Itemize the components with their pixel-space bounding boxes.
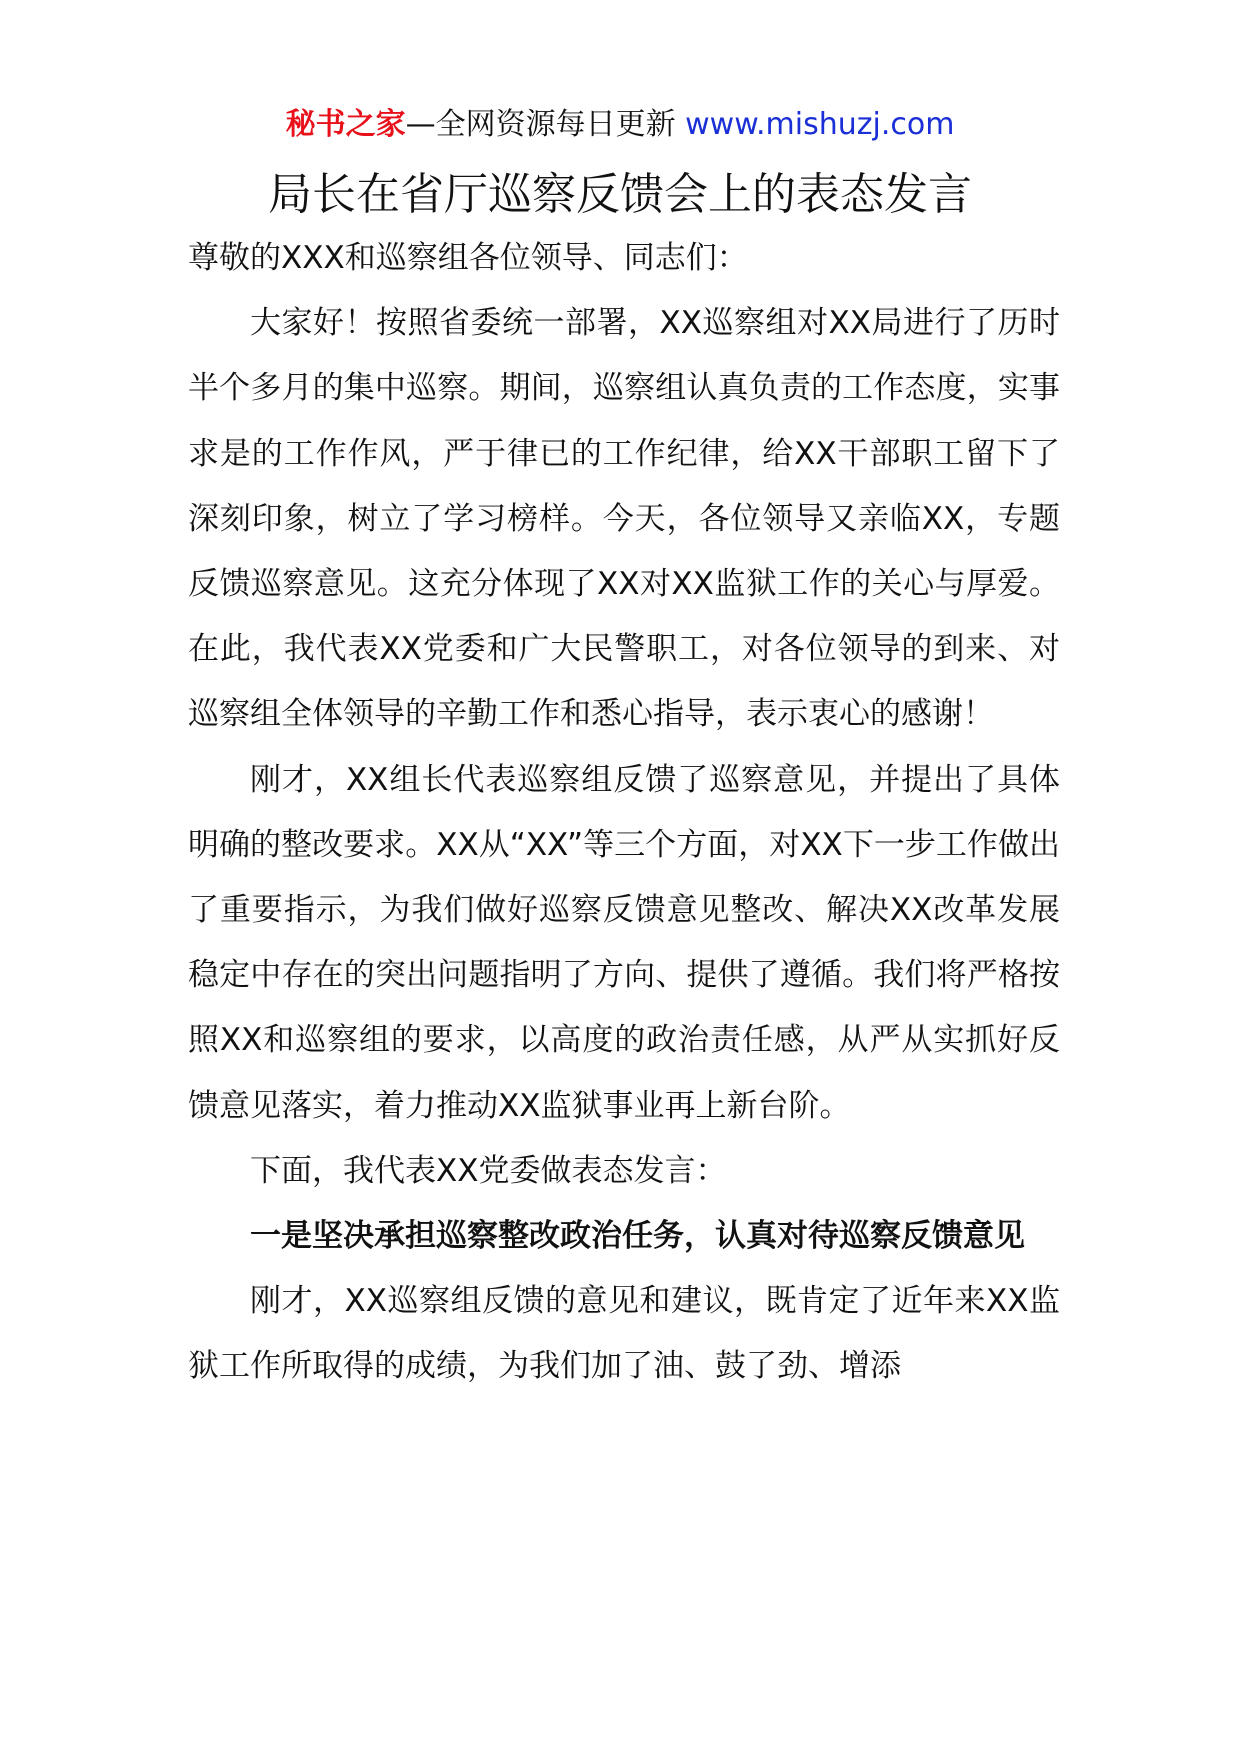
site-header [0, 100, 1240, 150]
document-body [188, 226, 1060, 1400]
body-paragraph: 下面，我代表XX党委做表态发言： [250, 1152, 727, 1189]
salutation: 尊敬的XXX和巡察组各位领导、同志们： [188, 240, 748, 276]
document-title: 局长在省厅巡察反馈会上的表态发言 [268, 169, 972, 220]
body-paragraph: 大家好！按照省委统一部署，XX巡察组对XX局进行了历时半个多月的集中巡察。期间，巡察组认真负责的工作态度，实事求是的工作作风，严于律已的工作纪律，给XX干部职工留下了深刻印象，树立了学习榜样。今天，各位领导又亲临XX，专题反馈巡察意见。这充分体现了XX对XX监狱工作的关心与厚爱。在此，我代表XX党委和广大民警职工，对各位领导的到来、对巡察组全体领导的辛勤工作和悉心指导，表示衷心的感谢！ [188, 305, 1060, 733]
body-paragraph: 刚才，XX组长代表巡察组反馈了巡察意见，并提出了具体明确的整改要求。XX从“XX”等三个方面，对XX下一步工作做出了重要指示，为我们做好巡察反馈意见整改、解决XX改革发展稳定中存在的突出问题指明了方向、提供了遵循。我们将严格按照XX和巡察组的要求，以高度的政治责任感，从严从实抓好反馈意见落实，着力推动XX监狱事业再上新台阶。 [188, 761, 1060, 1124]
body-paragraph: 刚才，XX巡察组反馈的意见和建议，既肯定了近年来XX监狱工作所取得的成绩，为我们加了油、鼓了劲、增添 [188, 1283, 1060, 1385]
site-tagline: —全网资源每日更新 [405, 107, 686, 142]
site-url-link[interactable]: www.mishuzj.com [685, 107, 955, 142]
site-name: 秘书之家 [285, 107, 406, 142]
section-heading: 一是坚决承担巡察整改政治任务，认真对待巡察反馈意见 [250, 1218, 1025, 1255]
